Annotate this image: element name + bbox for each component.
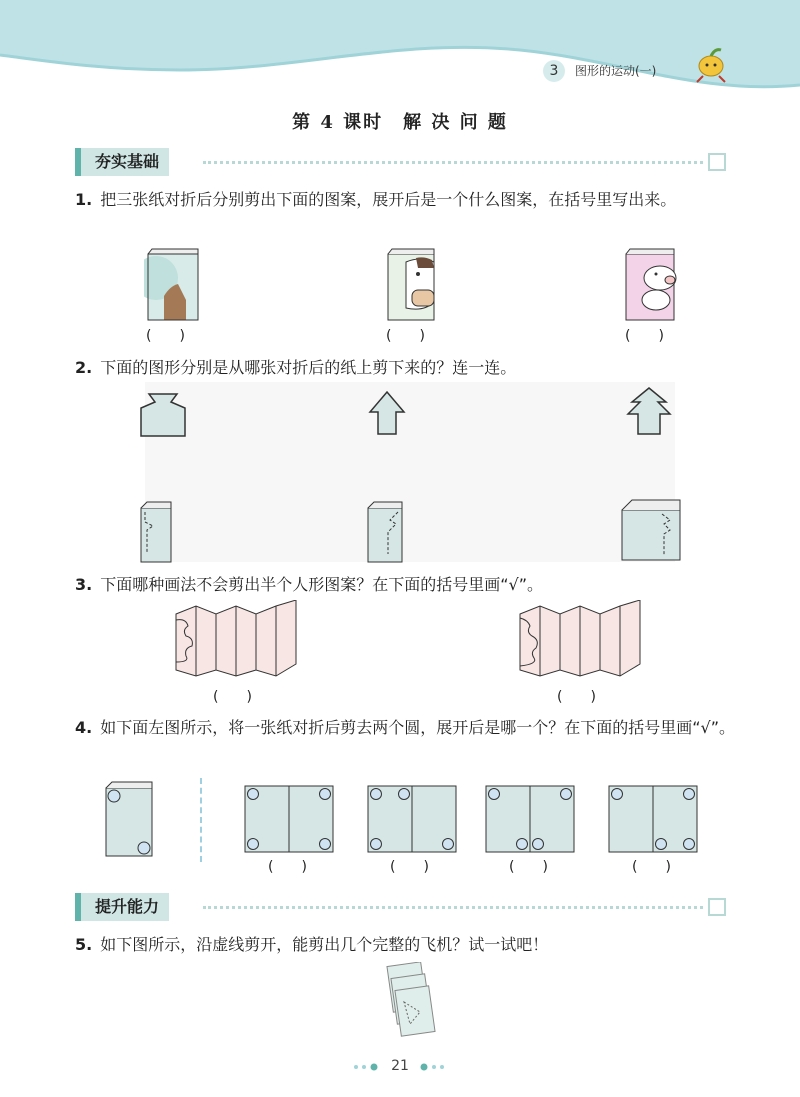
folded-paper-3[interactable]: [618, 498, 684, 564]
question-2: 2. 下面的图形分别是从哪张对折后的纸上剪下来的？连一连。: [75, 358, 517, 377]
question-4: 4. 如下面左图所示，将一张纸对折后剪去两个圆，展开后是哪一个？在下面的括号里画“√”。: [75, 718, 735, 737]
question-1: 1. 把三张纸对折后分别剪出下面的图案，展开后是一个什么图案，在括号里写出来。: [75, 190, 677, 209]
matching-area: [145, 382, 675, 562]
cut-shape-2[interactable]: [366, 388, 408, 438]
answer-paren[interactable]: ( ): [625, 328, 664, 344]
lesson-title: 第 4 课时 解 决 问 题: [292, 112, 508, 133]
decorative-dots-right: [416, 1062, 448, 1072]
cut-shape-3[interactable]: [622, 386, 676, 438]
folded-paper-2[interactable]: [364, 500, 408, 566]
question-3: 3. 下面哪种画法不会剪出半个人形图案？在下面的括号里画“√”。: [75, 575, 543, 594]
mascot-lemon-icon: [693, 48, 733, 84]
chapter-number-badge: 3: [543, 60, 565, 82]
folded-paper-with-circles: [104, 780, 156, 860]
answer-paren[interactable]: ( ): [557, 689, 596, 705]
folded-paper-pig-image: [624, 248, 678, 322]
section-header-basic: [75, 148, 725, 178]
zigzag-folded-paper-2: [516, 600, 646, 682]
answer-paren[interactable]: ( ): [386, 328, 425, 344]
header-wave-banner: [0, 0, 800, 110]
section-title: 提升能力: [75, 893, 169, 921]
option-d-sheet: [607, 784, 699, 854]
answer-paren[interactable]: ( ): [268, 859, 307, 875]
option-c-sheet: [484, 784, 576, 854]
answer-paren[interactable]: ( ): [509, 859, 548, 875]
answer-paren[interactable]: ( ): [213, 689, 252, 705]
stacked-paper-airplane-image: [380, 962, 444, 1042]
answer-paren[interactable]: ( ): [632, 859, 671, 875]
question-5: 5. 如下图所示，沿虚线剪开，能剪出几个完整的飞机？试一试吧！: [75, 935, 549, 954]
page-number: 21: [391, 1058, 409, 1074]
option-a-sheet: [243, 784, 335, 854]
folded-paper-cow-image: [386, 248, 438, 322]
folded-paper-tree-image: [144, 248, 202, 322]
zigzag-folded-paper-1: [172, 600, 302, 682]
answer-paren[interactable]: ( ): [390, 859, 429, 875]
option-b-sheet: [366, 784, 458, 854]
folded-paper-1[interactable]: [137, 500, 177, 566]
answer-paren[interactable]: ( ): [146, 328, 185, 344]
section-header-advanced: [75, 893, 725, 923]
divider-line: [200, 778, 202, 862]
chapter-title: 图形的运动(一): [575, 64, 657, 78]
section-title: 夯实基础: [75, 148, 169, 176]
cut-shape-1[interactable]: [135, 388, 191, 438]
